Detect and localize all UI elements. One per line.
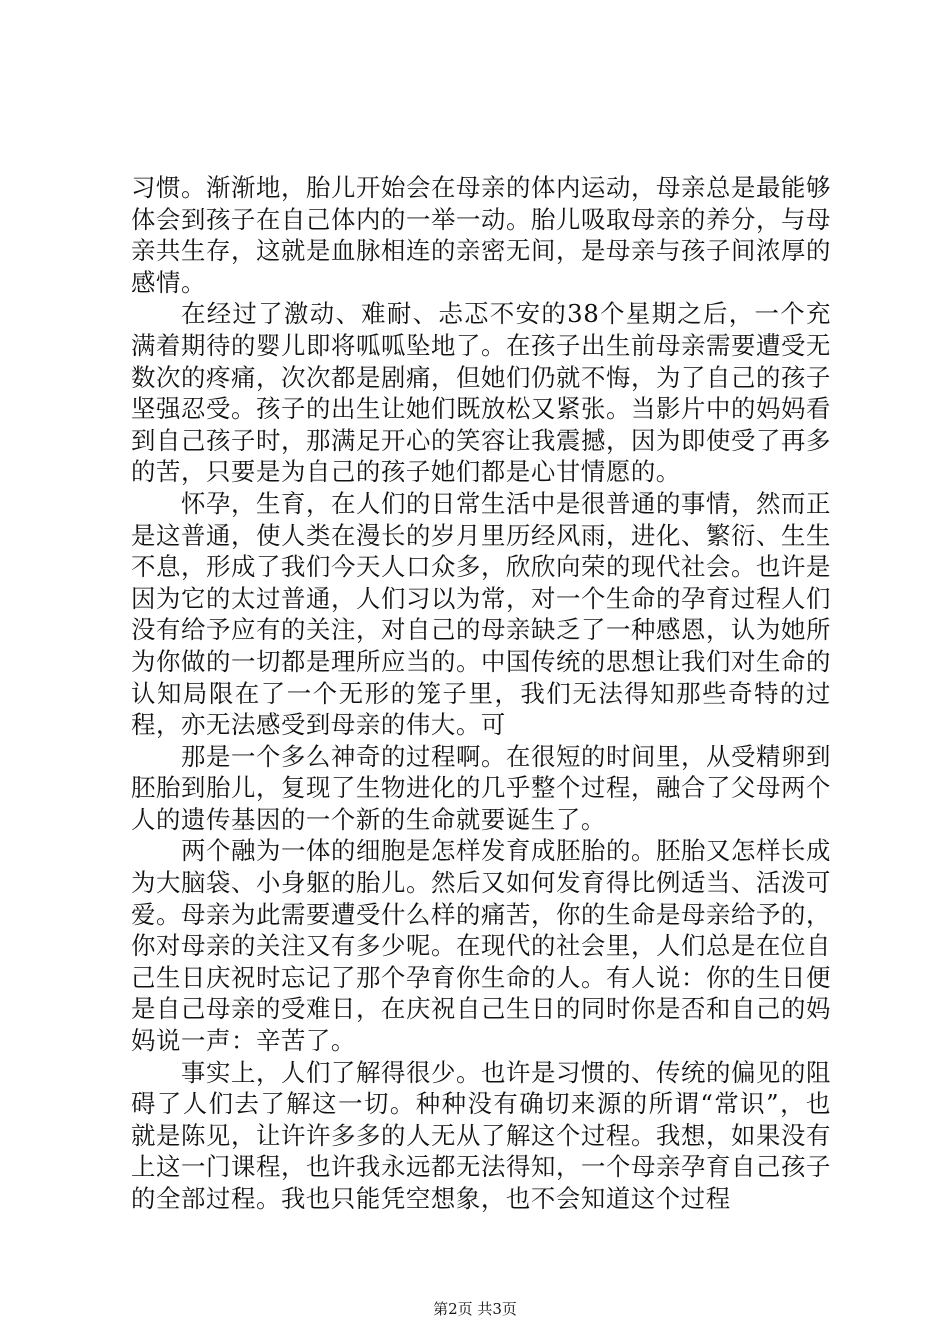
paragraph-6: 事实上，人们了解得很少。也许是习惯的、传统的偏见的阻碍了人们去了解这一切。种种没有确切来源的所谓“常识”，也就是陈见，让许许多多的人无从了解这个过程。我想，如果没有上这一门课程，也许我永远都无法得知，一个母亲孕育自己孩子的全部过程。我也只能凭空想象，也不会知道这个过程: [131, 1057, 831, 1213]
paragraph-4: 那是一个多么神奇的过程啊。在很短的时间里，从受精卵到胚胎到胎儿，复现了生物进化的几乎整个过程，融合了父母两个人的遗传基因的一个新的生命就要诞生了。: [131, 741, 831, 834]
paragraph-5: 两个融为一体的细胞是怎样发育成胚胎的。胚胎又怎样长成为大脑袋、小身躯的胎儿。然后又如何发育得比例适当、活泼可爱。母亲为此需要遭受什么样的痛苦，你的生命是母亲给予的，你对母亲的关注又有多少呢。在现代的社会里，人们总是在位自己生日庆祝时忘记了那个孕育你生命的人。有人说：你的生日便是自己母亲的受难日，在庆祝自己生日的同时你是否和自己的妈妈说一声：辛苦了。: [131, 836, 831, 1056]
paragraph-1: 习惯。渐渐地，胎儿开始会在母亲的体内运动，母亲总是最能够体会到孩子在自己体内的一举一动。胎儿吸取母亲的养分，与母亲共生存，这就是血脉相连的亲密无间，是母亲与孩子间浓厚的感情。: [131, 173, 831, 297]
paragraph-2: 在经过了激动、难耐、忐忑不安的38个星期之后，一个充满着期待的婴儿即将呱呱坠地了。在孩子出生前母亲需要遭受无数次的疼痛，次次都是剧痛，但她们仍就不悔，为了自己的孩子坚强忍受。孩子的出生让她们既放松又紧张。当影片中的妈妈看到自己孩子时，那满足开心的笑容让我震撼，因为即使受了再多的苦，只要是为自己的孩子她们都是心甘情愿的。: [131, 299, 831, 487]
page-number-footer: 第2页 共3页: [433, 1300, 517, 1318]
document-body: [131, 172, 831, 1215]
paragraph-3: 怀孕，生育，在人们的日常生活中是很普通的事情，然而正是这普通，使人类在漫长的岁月里历经风雨，进化、繁衍、生生不息，形成了我们今天人口众多，欣欣向荣的现代社会。也许是因为它的太过普通，人们习以为常，对一个生命的孕育过程人们没有给予应有的关注，对自己的母亲缺乏了一种感恩，认为她所为你做的一切都是理所应当的。中国传统的思想让我们对生命的认知局限在了一个无形的笼子里，我们无法得知那些奇特的过程，亦无法感受到母亲的伟大。可: [131, 488, 831, 740]
